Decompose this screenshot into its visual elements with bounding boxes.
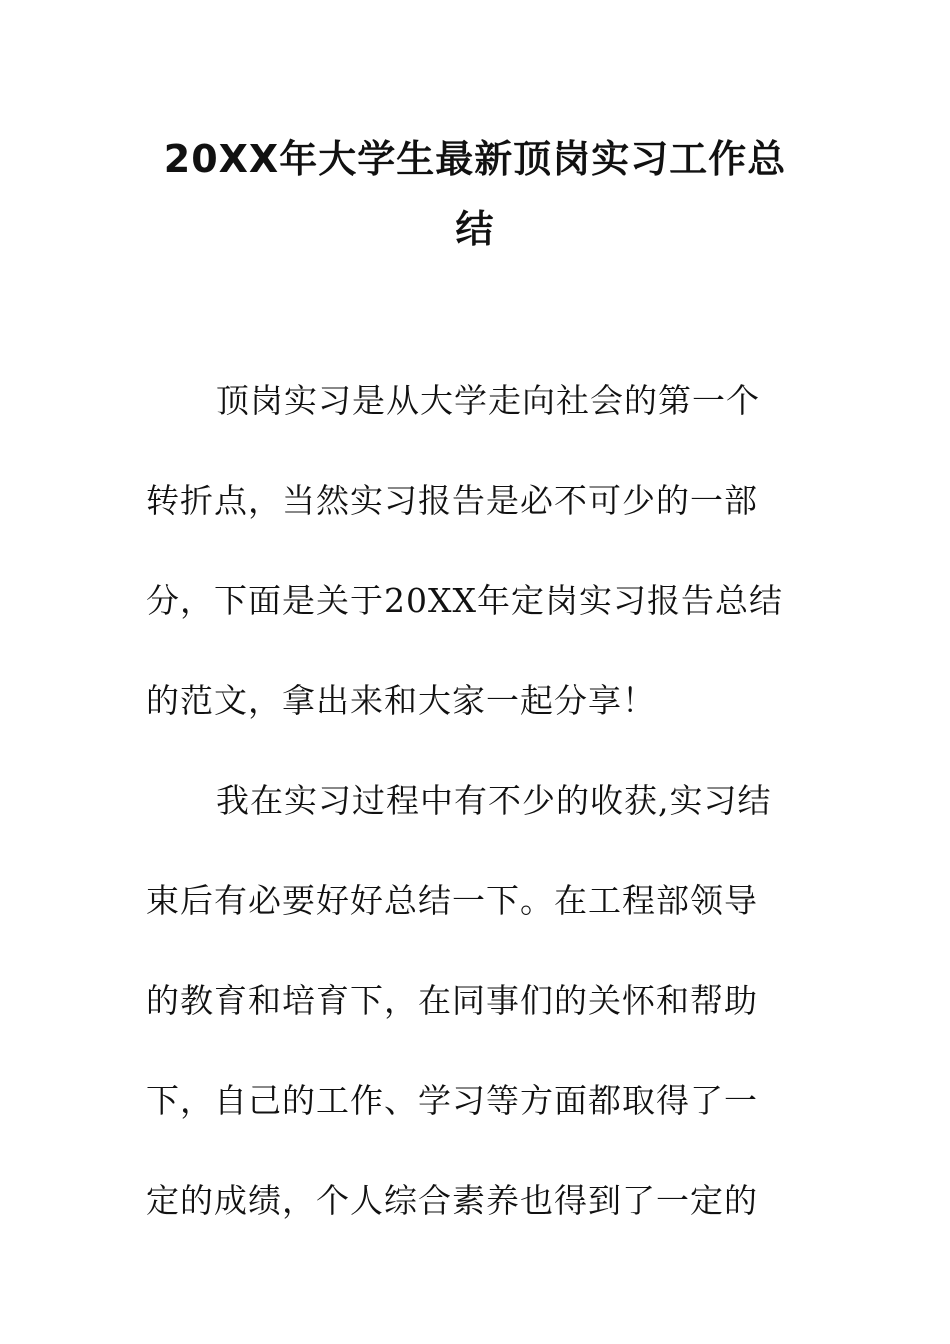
paragraph-line: 定的成绩，个人综合素养也得到了一定的 — [146, 1181, 758, 1220]
paragraph-2 — [146, 768, 806, 1268]
paragraph-line: 下，自己的工作、学习等方面都取得了一 — [146, 1081, 758, 1120]
paragraph-line: 的范文，拿出来和大家一起分享！ — [146, 681, 656, 720]
paragraph-line: 束后有必要好好总结一下。在工程部领导 — [146, 881, 758, 920]
paragraph-1 — [146, 368, 806, 768]
document-title — [130, 124, 820, 264]
title-line: 20XX年大学生最新顶岗实习工作总 — [163, 137, 787, 181]
document-body — [146, 368, 806, 1268]
paragraph-line: 我在实习过程中有不少的收获,实习结 — [216, 781, 772, 820]
title-line: 结 — [455, 207, 495, 251]
paragraph-line: 的教育和培育下，在同事们的关怀和帮助 — [146, 981, 758, 1020]
paragraph-line: 转折点，当然实习报告是必不可少的一部 — [146, 481, 758, 520]
paragraph-line: 分，下面是关于20XX年定岗实习报告总结 — [146, 581, 783, 620]
paragraph-line: 顶岗实习是从大学走向社会的第一个 — [216, 381, 760, 420]
